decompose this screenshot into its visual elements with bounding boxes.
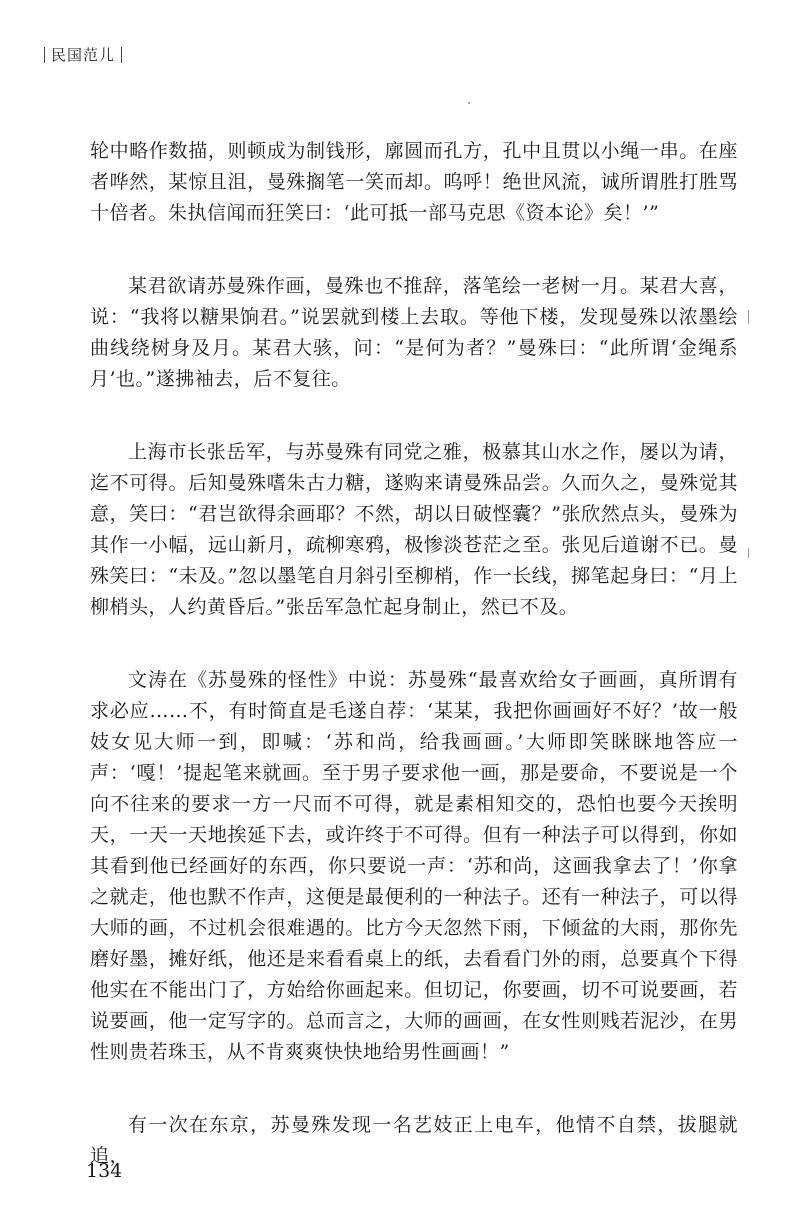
scan-edge-mark [748,310,749,324]
paragraph-3: 上海市长张岳军，与苏曼殊有同党之雅，极慕其山水之作，屡以为请，迄不可得。后知曼殊嗜朱古力糖，遂购来请曼殊品尝。久而久之，曼殊觉其意，笑曰：“君岂欲得余画耶？不然，胡以日破悭囊？”张欣然点头，曼殊为其作一小幅，远山新月，疏柳寒鸦，极惨淡苍茫之至。张见后道谢不已。曼殊笑曰：“未及。”忽以墨笔自月斜引至柳梢，作一长线，掷笔起身曰：“月上柳梢头，人约黄昏后。”张岳军急忙起身制止，然已不及。 [90,441,738,618]
header-rule-left [44,47,45,63]
running-head-title: 民国范儿 [51,46,116,64]
body-text [90,136,738,1214]
page-number: 134 [86,1160,123,1182]
scan-speck [468,102,470,104]
header-rule-right [121,47,122,63]
running-head [38,44,128,65]
paragraph-2: 某君欲请苏曼殊作画，曼殊也不推辞，落笔绘一老树一月。某君大喜，说：“我将以糖果饷君。”说罢就到楼上去取。等他下楼，发现曼殊以浓墨绘曲线绕树身及月。某君大骇，问：“是何为者？”曼殊曰：“此所谓‘金绳系月’也。”遂拂袖去，后不复往。 [90,275,738,390]
paragraph-5: 有一次在东京，苏曼殊发现一名艺妓正上电车，他情不自禁，拔腿就追， [90,1114,738,1167]
scan-edge-mark [748,548,749,558]
paragraph-4: 文涛在《苏曼殊的怪性》中说：苏曼殊“最喜欢给女子画画，真所谓有求必应……不，有时简直是毛遂自荐：‘某某，我把你画画好不好？’故一般妓女见大师一到，即喊：‘苏和尚，给我画画。’大师即笑眯眯地答应一声：‘嘎！’提起笔来就画。至于男子要求他一画，那是要命，不要说是一个向不往来的要求一方一尺而不可得，就是素相知交的，恐怕也要今天挨明天，一天一天地挨延下去，或许终于不可得。但有一种法子可以得到，你如其看到他已经画好的东西，你只要说一声：‘苏和尚，这画我拿去了！’你拿之就走，他也默不作声，这便是最便利的一种法子。还有一种法子，可以得大师的画，不过机会很难遇的。比方今天忽然下雨，下倾盆的大雨，那你先磨好墨，摊好纸，他还是来看看桌上的纸，去看看门外的雨，总要真个下得他实在不能出门了，方始给你画起来。但切记，你要画，切不可说要画，若说要画，他一定写字的。总而言之，大师的画画，在女性则贱若泥沙，在男性则贵若珠玉，从不肯爽爽快快地给男性画画！” [90,669,738,1063]
paragraph-1: 轮中略作数描，则顿成为制钱形，廓圆而孔方，孔中且贯以小绳一串。在座者哗然，某惊且沮，曼殊搁笔一笑而却。呜呼！绝世风流，诚所谓胜打胜骂十倍者。朱执信闻而狂笑曰：‘此可抵一部马克思《资本论》矣！’” [90,140,738,224]
